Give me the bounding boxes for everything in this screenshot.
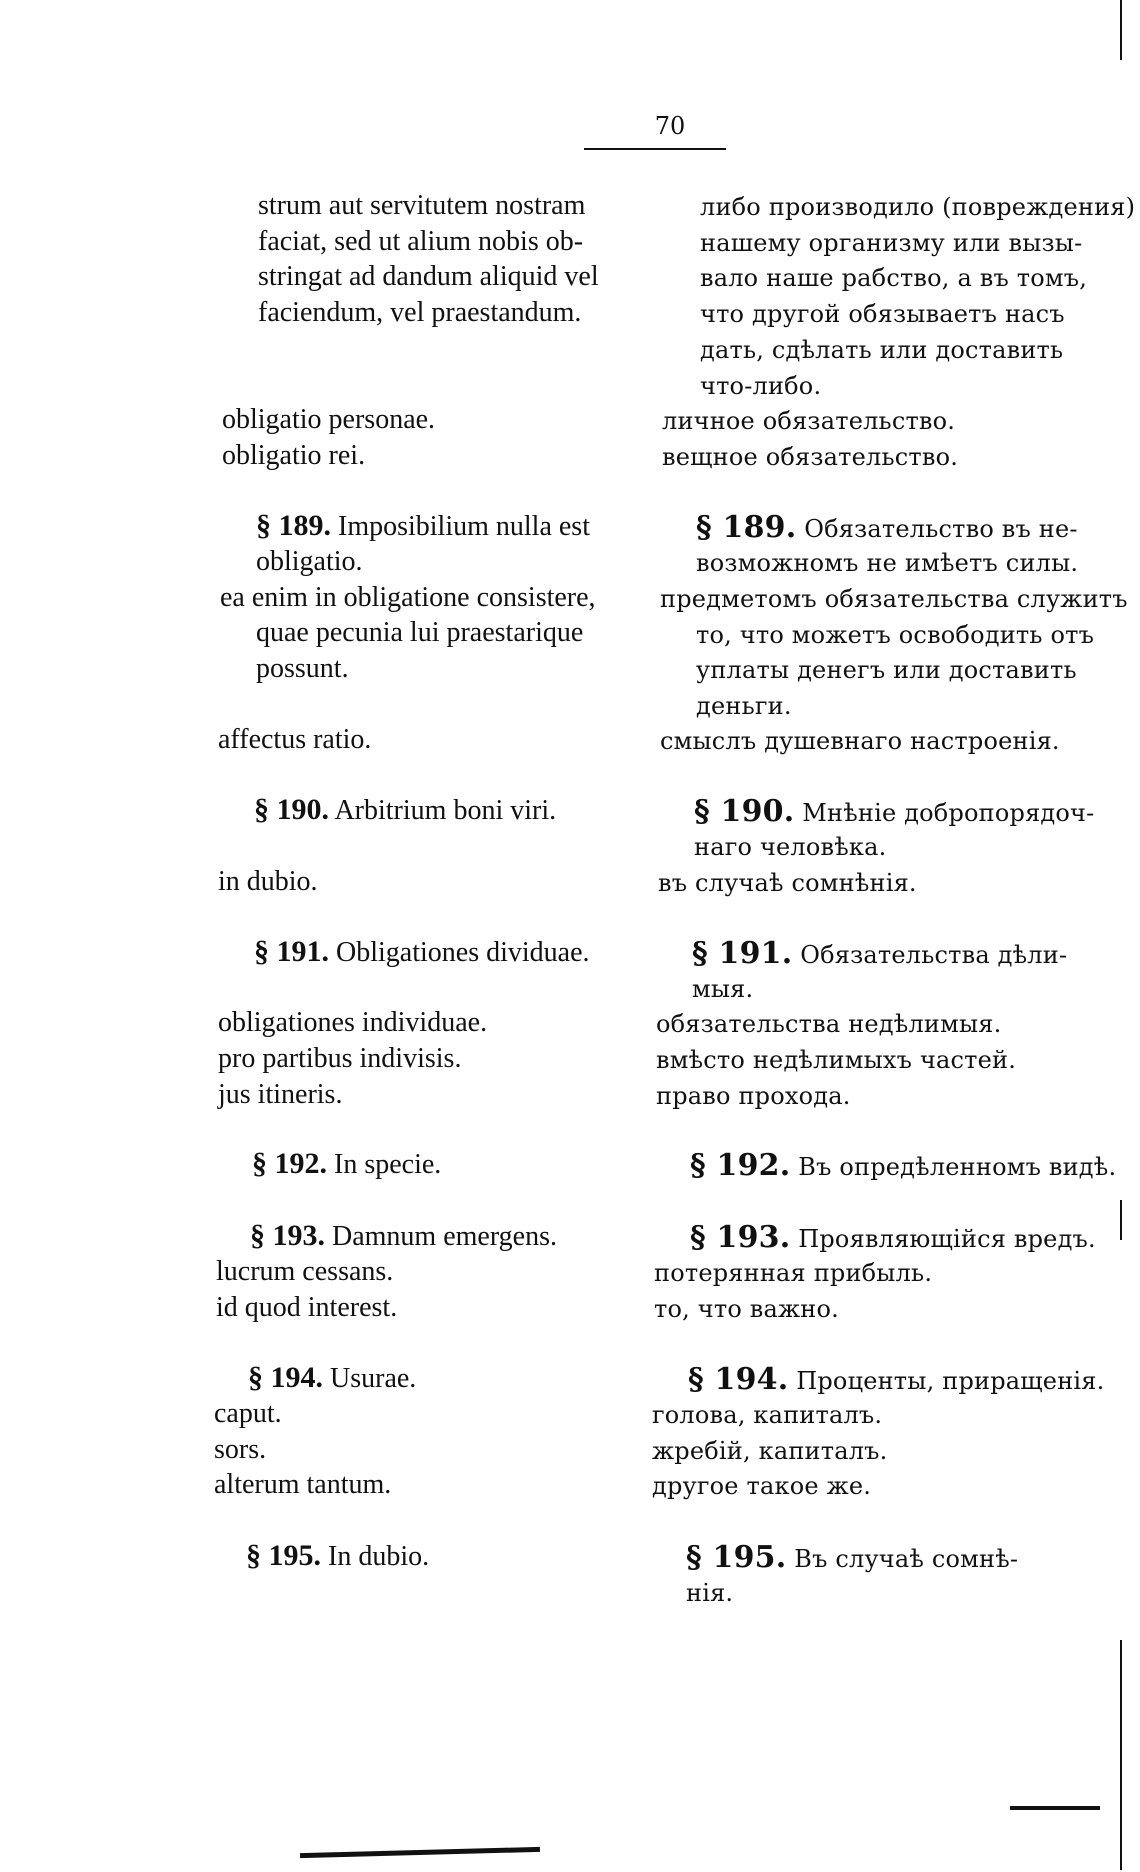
latin-line: ea enim in obligatione consistere,: [220, 582, 596, 613]
russian-line: возможномъ не имѣетъ силы.: [696, 549, 1079, 577]
latin-line: pro partibus indivisis.: [218, 1043, 462, 1074]
russian-line: вало наше рабство, а въ томъ,: [700, 264, 1088, 292]
russian-line: личное обязательство.: [662, 407, 956, 435]
russian-line: § 194. Проценты, приращенія.: [688, 1362, 1105, 1397]
latin-line: faciat, sed ut alium nobis ob-: [258, 226, 584, 257]
russian-line: деньги.: [696, 692, 792, 720]
latin-line: § 193. Damnum emergens.: [250, 1219, 557, 1252]
russian-line: голова, капиталъ.: [652, 1401, 883, 1429]
latin-line: id quod interest.: [216, 1292, 398, 1323]
latin-line: caput.: [214, 1398, 282, 1429]
latin-line: strum aut servitutem nostram: [258, 190, 586, 221]
latin-line: obligatio.: [256, 546, 363, 577]
latin-line: § 195. In dubio.: [246, 1539, 430, 1572]
russian-line: либо производило (повреждения): [700, 193, 1136, 221]
russian-line: то, что важно.: [654, 1295, 839, 1323]
latin-line: lucrum cessans.: [216, 1256, 394, 1287]
russian-line: § 195. Въ случаѣ сомнѣ-: [686, 1540, 1019, 1575]
russian-line: нія.: [686, 1579, 734, 1607]
russian-line: дать, сдѣлать или доставить: [700, 336, 1064, 364]
scan-edge-mark: [1120, 1640, 1122, 1870]
latin-line: affectus ratio.: [218, 724, 372, 755]
latin-line: in dubio.: [218, 866, 318, 897]
latin-line: obligatio rei.: [222, 440, 366, 471]
latin-line: sors.: [214, 1434, 267, 1465]
russian-line: жребій, капиталъ.: [652, 1437, 888, 1465]
russian-line: § 193. Проявляющійся вредъ.: [690, 1220, 1096, 1255]
russian-line: § 192. Въ опредѣленномъ видѣ.: [690, 1148, 1117, 1183]
russian-line: то, что можетъ освободить отъ: [696, 621, 1095, 649]
russian-line: другое такое же.: [652, 1472, 872, 1500]
scan-edge-mark: [1120, 0, 1122, 60]
latin-line: jus itineris.: [218, 1079, 343, 1110]
latin-line: obligatio personae.: [222, 404, 436, 435]
russian-line: право прохода.: [656, 1082, 851, 1110]
latin-line: possunt.: [256, 653, 349, 684]
latin-line: quae pecunia lui praestarique: [256, 617, 584, 648]
latin-line: faciendum, vel praestandum.: [258, 297, 582, 328]
russian-line: § 189. Обязательство въ не-: [696, 510, 1078, 545]
latin-line: § 192. In specie.: [252, 1147, 442, 1180]
scan-edge-mark: [1120, 1200, 1122, 1240]
bottom-scan-smudge: [300, 1847, 540, 1858]
russian-line: вмѣсто недѣлимыхъ частей.: [656, 1046, 1017, 1074]
latin-line: obligationes individuae.: [218, 1007, 488, 1038]
russian-line: наго человѣка.: [694, 833, 887, 861]
russian-line: обязательства недѣлимыя.: [656, 1010, 1002, 1038]
russian-line: уплаты денегъ или доставить: [696, 656, 1077, 684]
russian-line: § 191. Обязательства дѣли-: [692, 936, 1068, 971]
russian-line: что-либо.: [700, 372, 822, 400]
russian-line: предметомъ обязательства служитъ: [660, 585, 1128, 613]
latin-line: § 190. Arbitrium boni viri.: [254, 793, 557, 826]
latin-line: § 189. Imposibilium nulla est: [256, 509, 590, 542]
latin-line: § 191. Obligationes dividuae.: [254, 935, 590, 968]
russian-line: нашему организму или вызы-: [700, 229, 1083, 257]
latin-line: alterum tantum.: [214, 1469, 392, 1500]
latin-line: stringat ad dandum aliquid vel: [258, 261, 599, 292]
russian-line: потерянная прибыль.: [654, 1259, 933, 1287]
russian-line: что другой обязываетъ насъ: [700, 300, 1065, 328]
russian-line: мыя.: [692, 975, 754, 1003]
latin-line: § 194. Usurae.: [248, 1361, 417, 1394]
bottom-scan-smudge: [1010, 1806, 1100, 1810]
russian-line: въ случаѣ сомнѣнія.: [658, 869, 917, 897]
page-number: 70: [654, 112, 686, 140]
russian-line: § 190. Мнѣніе добропорядоч-: [694, 794, 1095, 829]
russian-line: смыслъ душевнаго настроенія.: [660, 727, 1060, 755]
header-rule: [584, 148, 726, 150]
russian-line: вещное обязательство.: [662, 443, 959, 471]
